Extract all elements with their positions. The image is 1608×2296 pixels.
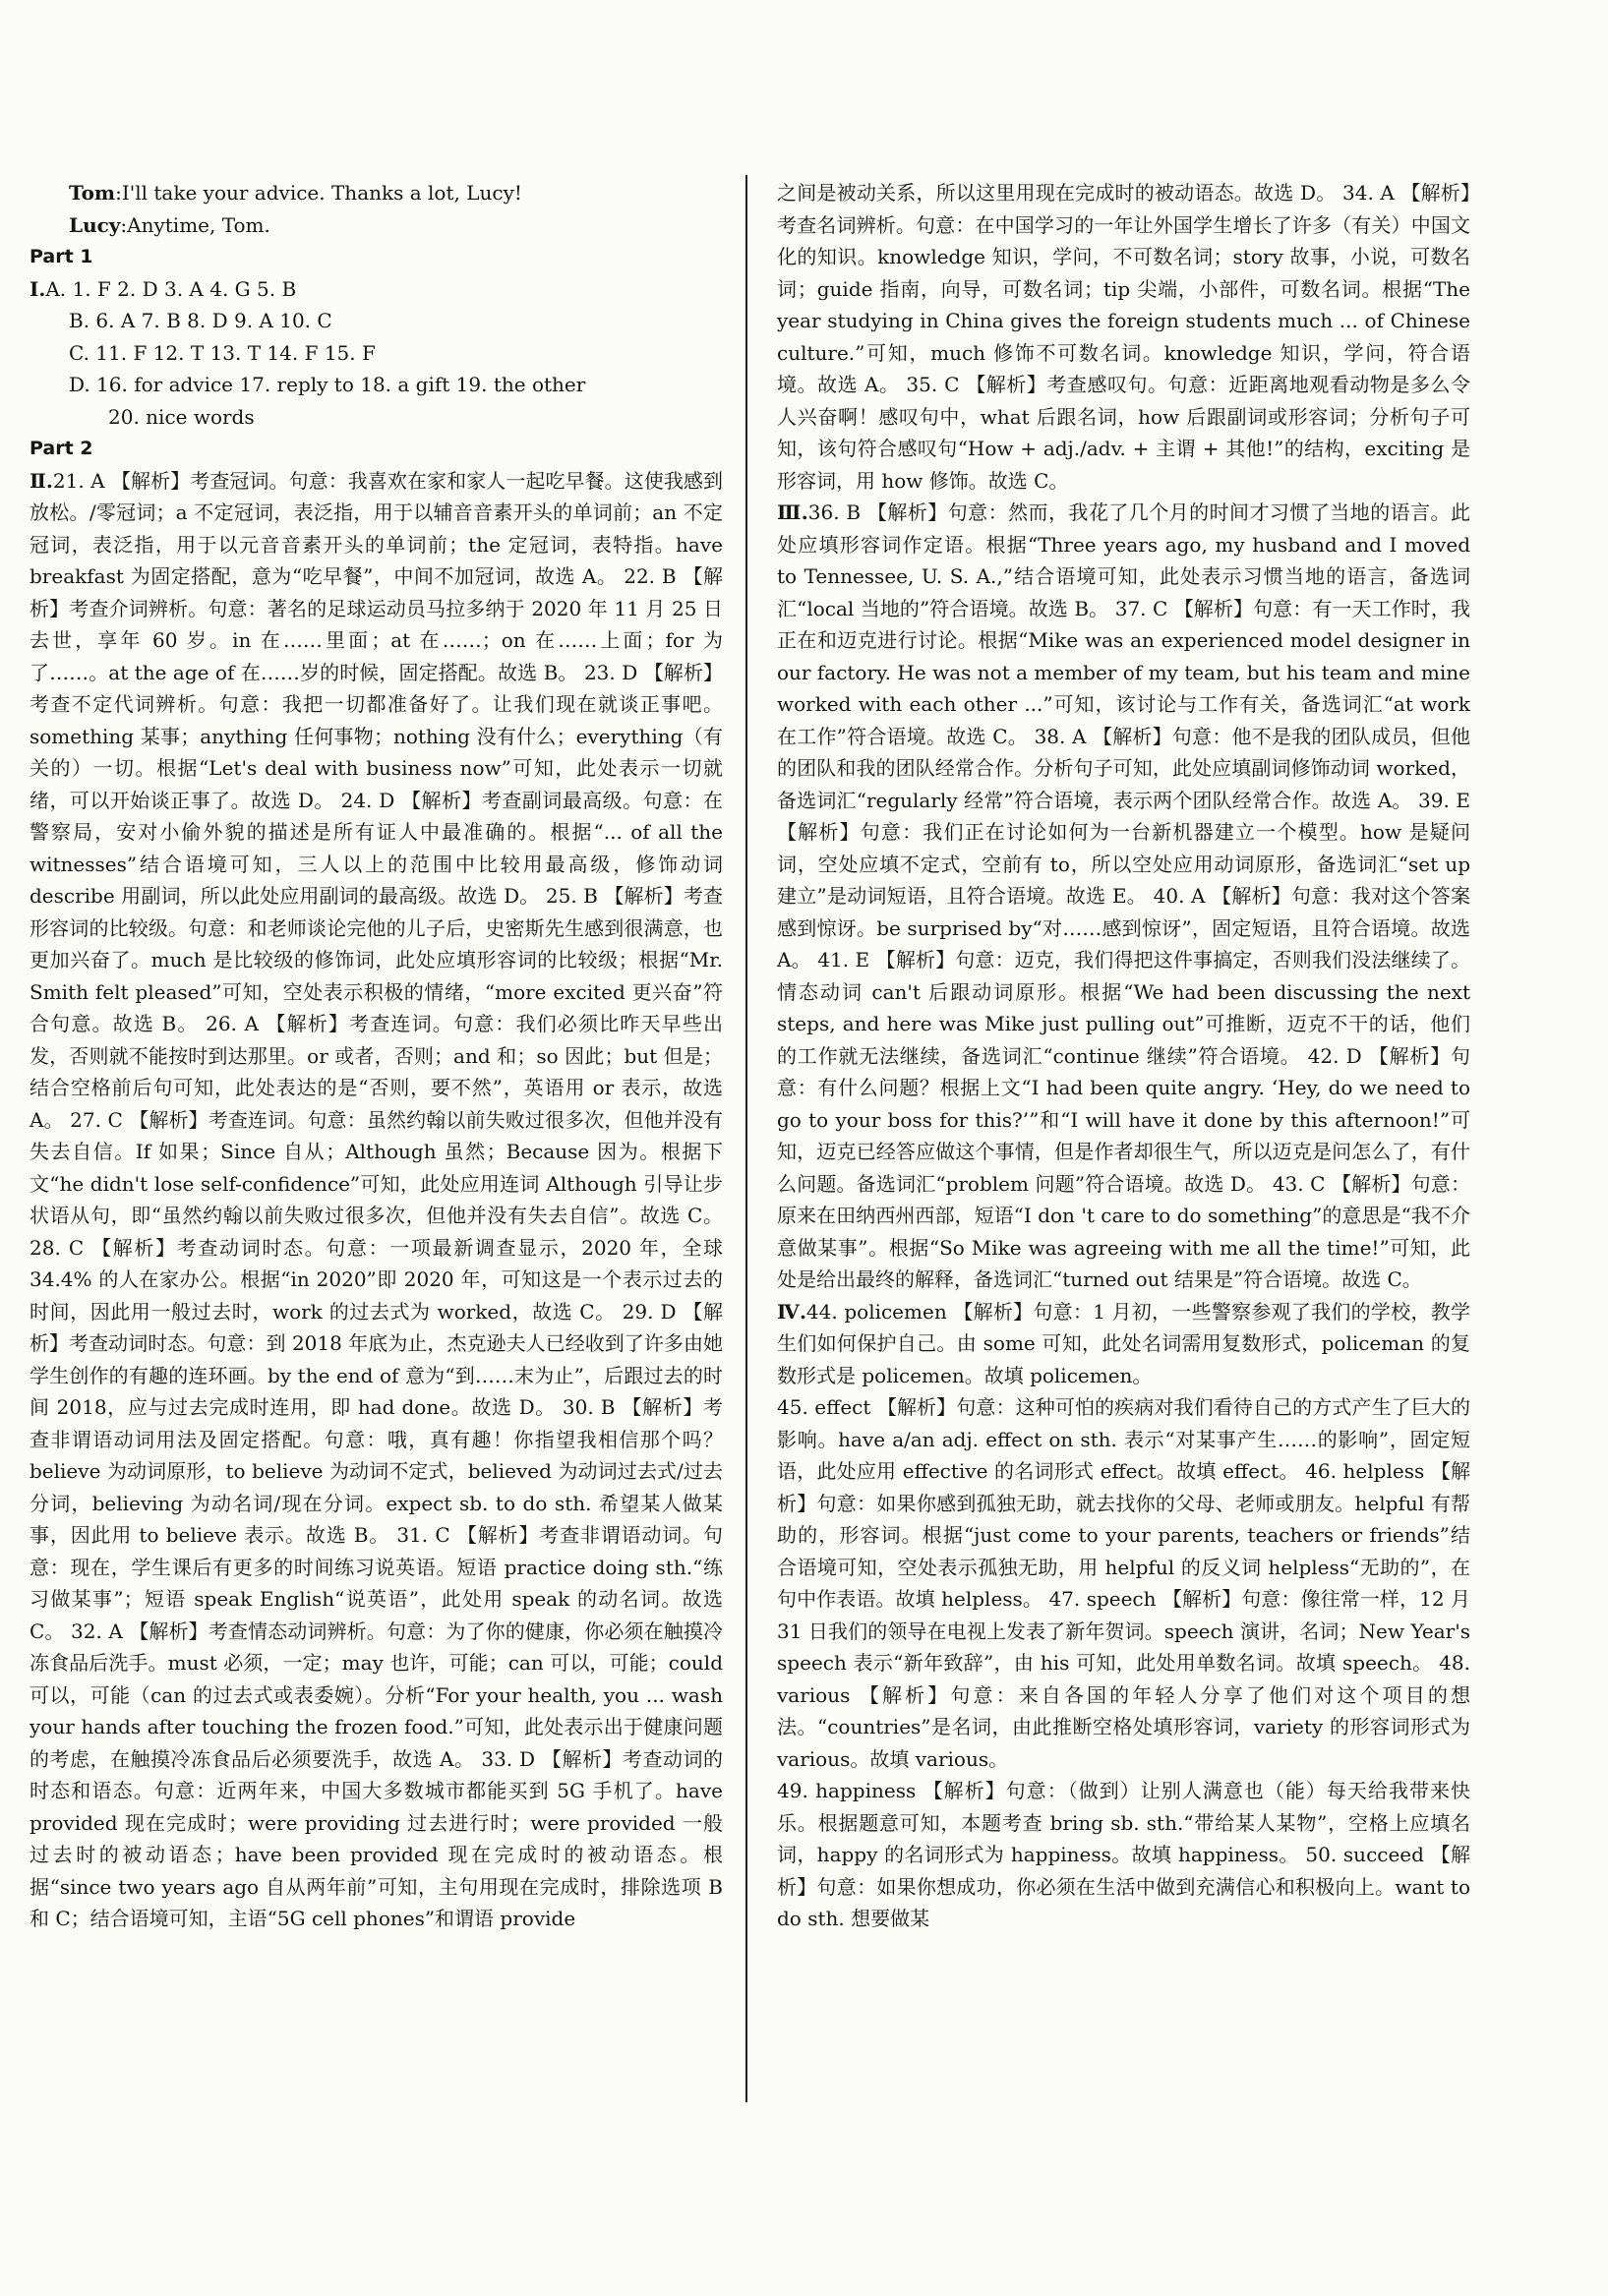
answers-row-d: D. 16. for advice 17. reply to 18. a gift 19. the other <box>69 373 586 396</box>
speaker-tom: Tom <box>69 181 116 205</box>
section-2-mark: Ⅱ. <box>30 468 53 493</box>
dialog-line-lucy <box>30 209 723 242</box>
part2-heading: Part 2 <box>30 438 93 459</box>
answers-row-d2: 20. nice words <box>108 404 255 429</box>
section-3-text: 36. B 【解析】句意：然而，我花了几个月的时间才习惯了当地的语言。此处应填形容词作定语。根据“Three years ago, my husband and I moved to Tennessee, U. S. A.,”结合语境可知，此处表示习惯当地的语言，备选词汇“local 当地的”符合语境。故选 B。 37. C 【解析】句意：有一天工作时，我正在和迈克进行讨论。根据“Mike was an experienced model designer in our factory. He was not a member of my team, but his team and mine worked with each other ...”可知，该讨论与工作有关，备选词汇“at work 在工作”符合语境。故选 C。 38. A 【解析】句意：他不是我的团队成员，但他的团队和我的团队经常合作。分析句子可知，此处应填副词修饰动词 worked，备选词汇“regularly 经常”符合语境，表示两个团队经常合作。故选 A。 39. E 【解析】句意：我们正在讨论如何为一台新机器建立一个模型。how 是疑问词，空处应填不定式，空前有 to，所以空处应用动词原形，备选词汇“set up 建立”是动词短语，且符合语境。故选 E。 40. A 【解析】句意：我对这个答案感到惊讶。be surprised by“对……感到惊讶”，固定短语，且符合语境。故选 A。 41. E 【解析】句意：迈克，我们得把这件事搞定，否则我们没法继续了。情态动词 can't 后跟动词原形。根据“We had been discussing the next steps, and here was Mike just pulling out”可推断，迈克不干的话，他们的工作就无法继续，备选词汇“continue 继续”符合语境。 42. D 【解析】句意：有什么问题？根据上文“I had been quite angry. ‘Hey, do we need to go to your boss for this?’”和“I will have it done by this afternoon!”可知，迈克已经答应做这个事情，但是作者却很生气，所以迈克是问怎么了，有什么问题。备选词汇“problem 问题”符合语境。故选 D。 43. C 【解析】句意：原来在田纳西州西部，短语“I don 't care to do something”的意思是“我不介意做某事”。根据“So Mike was agreeing with me all the time!”可知，此处是给出最终的解释，备选词汇“turned out 结果是”符合语境。故选 C。 <box>777 500 1471 1291</box>
section-2-explanations <box>30 465 723 1935</box>
section-4-mark: Ⅳ. <box>777 1299 806 1324</box>
dialog-tom-text: :I'll take your advice. Thanks a lot, Lucy! <box>115 181 522 205</box>
continued-text: 之间是被动关系，所以这里用现在完成时的被动语态。故选 D。 34. A 【解析】考查名词辨析。句意：在中国学习的一年让外国学生增长了许多（有关）中国文化的知识。knowledge 知识，学问，不可数名词；story 故事，小说，可数名词；guide 指南，向导，可数名词；tip 尖端，小部件，可数名词。根据“The year studying in China gives the foreign students much ... of Chinese culture.”可知，much 修饰不可数名词。knowledge 知识，学问，符合语境。故选 A。 35. C 【解析】考查感叹句。句意：近距离地观看动物是多么令人兴奋啊！感叹句中，what 后跟名词，how 后跟副词或形容词；分析句子可知，该句符合感叹句“How + adj./adv. + 主谓 + 其他!”的结构，exciting 是形容词，用 how 修饰。故选 C。 <box>777 181 1470 493</box>
section-1-mark: Ⅰ. <box>30 276 46 301</box>
section-2-text: 21. A 【解析】考查冠词。句意：我喜欢在家和家人一起吃早餐。这使我感到放松。/零冠词；a 不定冠词，表泛指，用于以辅音音素开头的单词前；an 不定冠词，表泛指，用于以元音音素开头的单词前；the 定冠词，表特指。have breakfast 为固定搭配，意为“吃早餐”，中间不加冠词，故选 A。 22. B 【解析】考查介词辨析。句意：著名的足球运动员马拉多纳于 2020 年 11 月 25 日去世，享年 60 岁。in 在……里面；at 在……；on 在……上面；for 为了……。at the age of 在……岁的时候，固定搭配。故选 B。 23. D 【解析】考查不定代词辨析。句意：我把一切都准备好了。让我们现在就谈正事吧。something 某事；anything 任何事物；nothing 没有什么；everything（有关的）一切。根据“Let's deal with business now”可知，此处表示一切就绪，可以开始谈正事了。故选 D。 24. D 【解析】考查副词最高级。句意：在警察局，安对小偷外貌的描述是所有证人中最准确的。根据“... of all the witnesses”结合语境可知，三人以上的范围中比较用最高级，修饰动词 describe 用副词，所以此处应用副词的最高级。故选 D。 25. B 【解析】考查形容词的比较级。句意：和老师谈论完他的儿子后，史密斯先生感到很满意，也更加兴奋了。much 是比较级的修饰词，此处应填形容词的比较级；根据“Mr. Smith felt pleased”可知，空处表示积极的情绪，“more excited 更兴奋”符合句意。故选 B。 26. A 【解析】考查连词。句意：我们必须比昨天早些出发，否则就不能按时到达那里。or 或者，否则；and 和；so 因此；but 但是；结合空格前后句可知，此处表达的是“否则，要不然”，英语用 or 表示，故选 A。 27. C 【解析】考查连词。句意：虽然约翰以前失败过很多次，但他并没有失去自信。If 如果；Since 自从；Although 虽然；Because 因为。根据下文“he didn't lose self-confidence”可知，此处应用连词 Although 引导让步状语从句，即“虽然约翰以前失败过很多次，但他并没有失去自信”。故选 C。 28. C 【解析】考查动词时态。句意：一项最新调查显示，2020 年，全球 34.4% 的人在家办公。根据“in 2020”即 2020 年，可知这是一个表示过去的时间，因此用一般过去时，work 的过去式为 worked，故选 C。 29. D 【解析】考查动词时态。句意：到 2018 年底为止，杰克逊夫人已经收到了许多由她学生创作的有趣的连环画。by the end of 意为“到……末为止”，后跟过去的时间 2018，应与过去完成时连用，即 had done。故选 D。 30. B 【解析】考查非谓语动词用法及固定搭配。句意：哦，真有趣！你指望我相信那个吗？believe 为动词原形，to believe 为动词不定式，believed 为动词过去式/过去分词，believing 为动名词/现在分词。expect sb. to do sth. 希望某人做某事，因此用 to believe 表示。故选 B。 31. C 【解析】考查非谓语动词。句意：现在，学生课后有更多的时间练习说英语。短语 practice doing sth.“练习做某事”；短语 speak English“说英语”，此处用 speak 的动名词。故选 C。 32. A 【解析】考查情态动词辨析。句意：为了你的健康，你必须在触摸冷冻食品后洗手。must 必须，一定；may 也许，可能；can 可以，可能；could 可以，可能（can 的过去式或表委婉）。分析“For your health, you ... wash your hands after touching the frozen food.”可知，此处表示出于健康问题的考虑，在触摸冷冻食品后必须要洗手，故选 A。 33. D 【解析】考查动词的时态和语态。句意：近两年来，中国大多数城市都能买到 5G 手机了。have provided 现在完成时；were providing 过去进行时；were provided 一般过去时的被动语态；have been provided 现在完成时的被动语态。根据“since two years ago 自从两年前”可知，主句用现在完成时，排除选项 B 和 C；结合语境可知，主语“5G cell phones”和谓语 provide <box>30 468 723 1930</box>
speaker-lucy: Lucy <box>69 212 121 237</box>
answers-row-a <box>30 273 723 306</box>
right-column <box>777 177 1470 1935</box>
answers-row-c: C. 11. F 12. T 13. T 14. F 15. F <box>69 340 376 365</box>
section-4-text-45-48: 45. effect 【解析】句意：这种可怕的疾病对我们看待自己的方式产生了巨大的影响。have a/an adj. effect on sth. 表示“对某事产生……的影响”，固定短语，此处应用 effective 的名词形式 effect。故填 effect。 46. helpless 【解析】句意：如果你感到孤独无助，就去找你的父母、老师或朋友。helpful 有帮助的，形容词。根据“just come to your parents, teachers or friends”结合语境可知，空处表示孤独无助，用 helpful 的反义词 helpless“无助的”，在句中作表语。故填 helpless。 47. speech 【解析】句意：像往常一样，12 月 31 日我们的领导在电视上发表了新年贺词。speech 演讲，名词；New Year's speech 表示“新年致辞”，由 his 可知，此处用单数名词。故填 speech。 48. various 【解析】句意：来自各国的年轻人分享了他们对这个项目的想法。“countries”是名词，由此推断空格处填形容词，variety 的形容词形式为 various。故填 various。 <box>777 1395 1470 1771</box>
left-column <box>30 177 723 1935</box>
answers-row-b: B. 6. A 7. B 8. D 9. A 10. C <box>69 309 332 332</box>
section-3-mark: Ⅲ. <box>777 500 808 524</box>
dialog-lucy-text: :Anytime, Tom. <box>120 212 270 237</box>
dialog-line-tom <box>30 177 723 209</box>
section-4-text-44: 44. policemen 【解析】句意：1 月初，一些警察参观了我们的学校，教学生们如何保护自己。由 some 可知，此处名词需用复数形式，policeman 的复数形式是 policemen。故填 policemen。 <box>777 1299 1470 1387</box>
part1-heading: Part 1 <box>30 246 93 267</box>
section-4-explanations <box>777 1296 1470 1392</box>
section-3-explanations <box>777 497 1470 1296</box>
answers-a-text: A. 1. F 2. D 3. A 4. G 5. B <box>45 276 297 301</box>
section-4-text-49-50: 49. happiness 【解析】句意：（做到）让别人满意也（能）每天给我带来快乐。根据题意可知，本题考查 bring sb. sth.“带给某人某物”，空格上应填名词，happy 的名词形式为 happiness。故填 happiness。 50. succeed 【解析】句意：如果你想成功，你必须在生活中做到充满信心和积极向上。want to do sth. 想要做某 <box>777 1779 1470 1930</box>
column-divider <box>745 175 747 2102</box>
